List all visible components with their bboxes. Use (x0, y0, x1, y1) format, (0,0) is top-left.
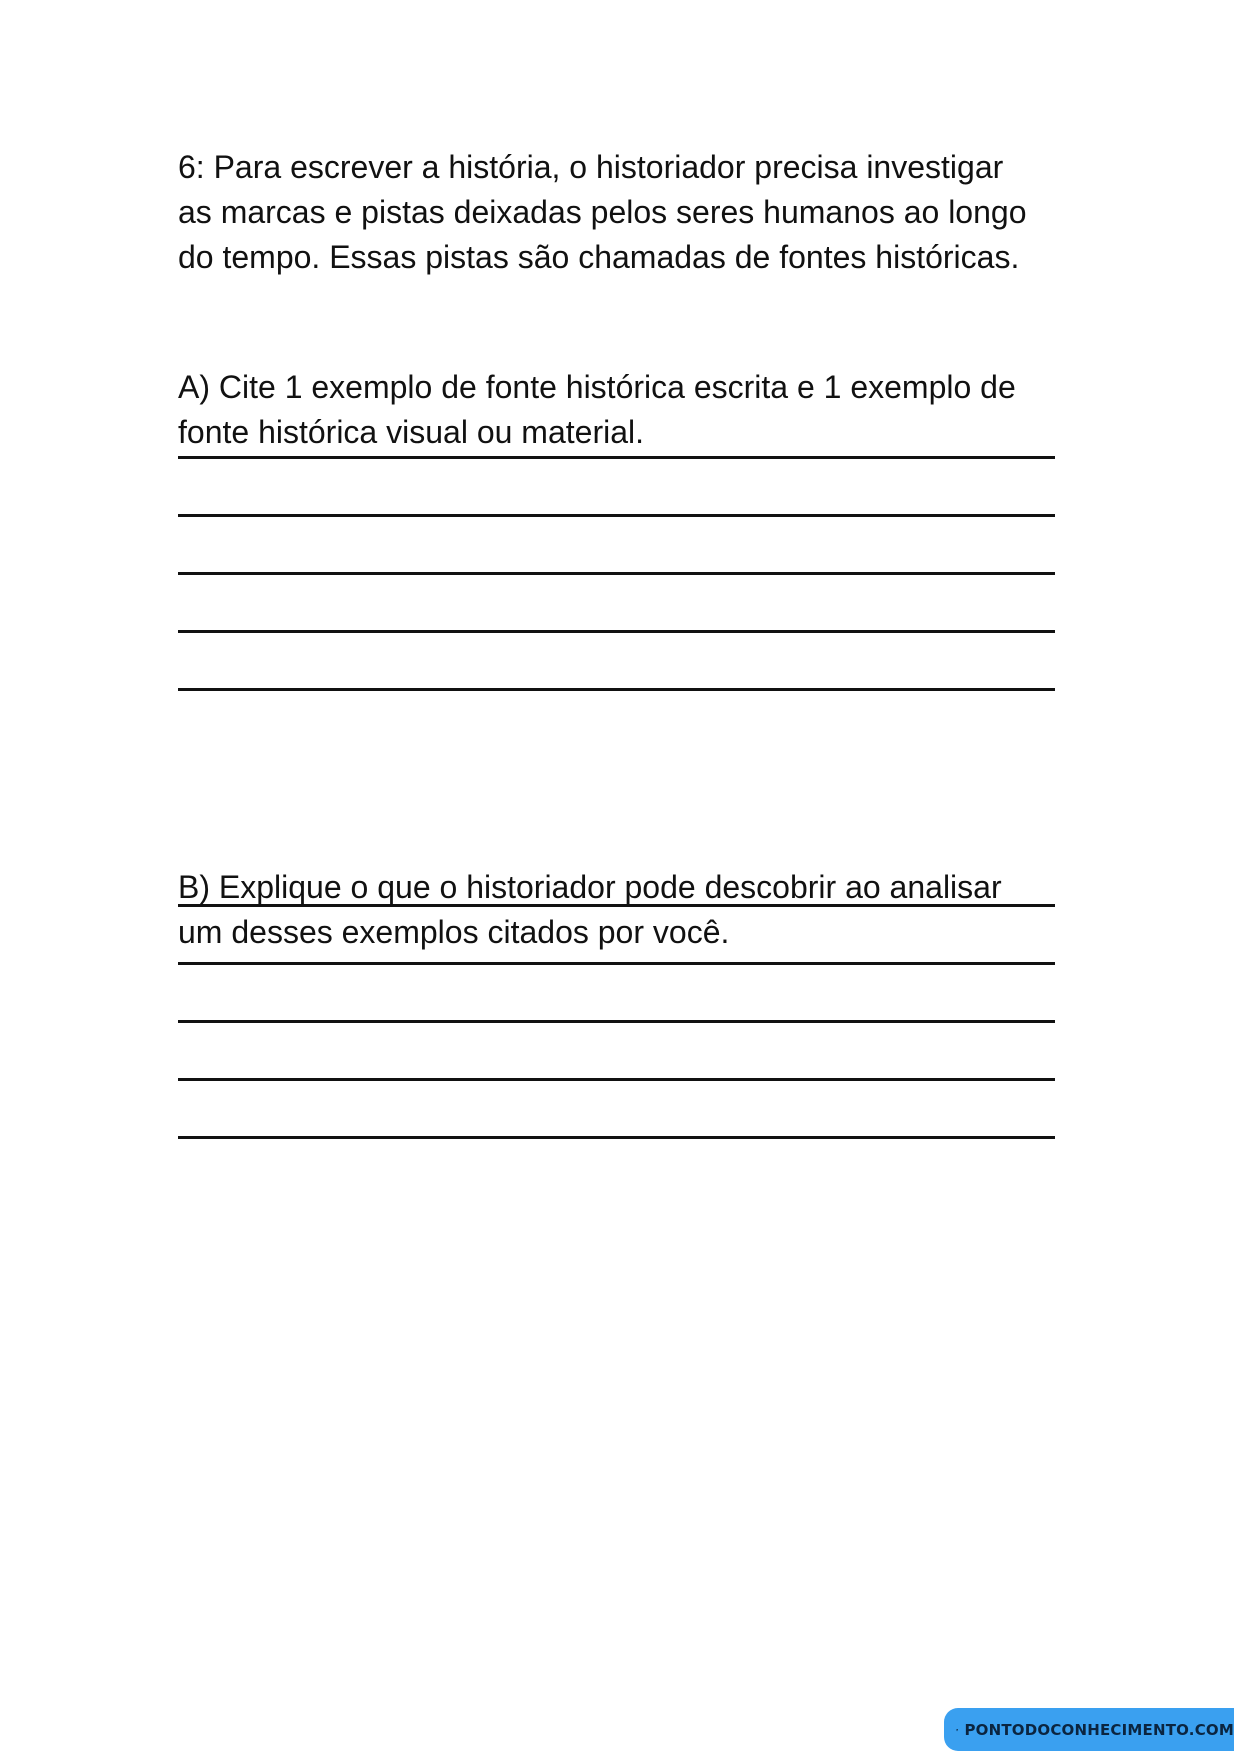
answer-line-a-5[interactable] (178, 688, 1055, 691)
part-a-line-1: A) Cite 1 exemplo de fonte histórica escrita e 1 exemplo de (178, 369, 1016, 405)
site-brand-badge (944, 1708, 1234, 1751)
question-intro (178, 145, 1078, 280)
question-part-a (178, 365, 1078, 455)
graduation-books-icon (956, 1717, 958, 1743)
intro-line-2: as marcas e pistas deixadas pelos seres humanos ao longo (178, 194, 1027, 230)
answer-line-a-4[interactable] (178, 630, 1055, 633)
answer-line-b-4[interactable] (178, 1078, 1055, 1081)
answer-line-a-2[interactable] (178, 514, 1055, 517)
intro-line-3: do tempo. Essas pistas são chamadas de fontes históricas. (178, 239, 1020, 275)
question-part-b (178, 865, 1078, 955)
answer-line-a-3[interactable] (178, 572, 1055, 575)
answer-line-b-1[interactable] (178, 904, 1055, 907)
part-b-line-1: B) Explique o que o historiador pode descobrir ao analisar (178, 869, 1002, 905)
brand-text: PONTODOCONHECIMENTO.COM (964, 1720, 1234, 1739)
part-b-line-2: um desses exemplos citados por você. (178, 914, 730, 950)
answer-line-b-5[interactable] (178, 1136, 1055, 1139)
answer-line-b-3[interactable] (178, 1020, 1055, 1023)
part-a-line-2: fonte histórica visual ou material. (178, 414, 644, 450)
answer-line-b-2[interactable] (178, 962, 1055, 965)
answer-line-a-1[interactable] (178, 456, 1055, 459)
intro-line-1: 6: Para escrever a história, o historiador precisa investigar (178, 149, 1004, 185)
